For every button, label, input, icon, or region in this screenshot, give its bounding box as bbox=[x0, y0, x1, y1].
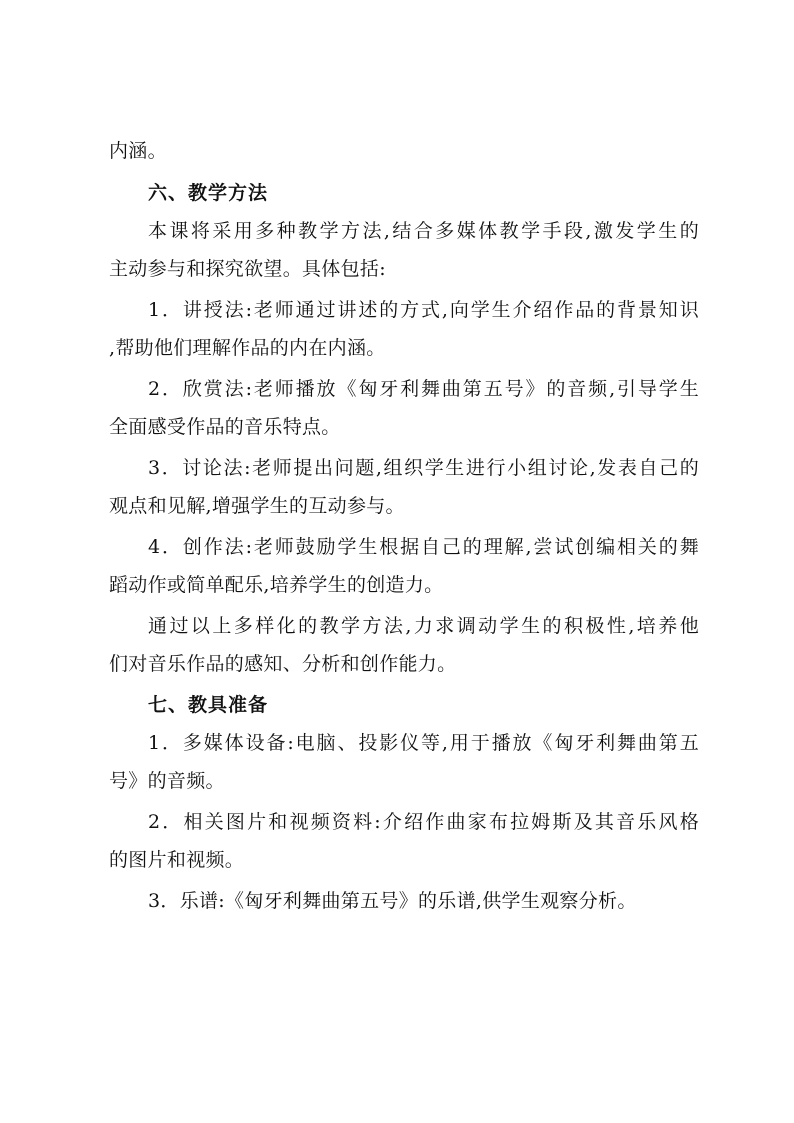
paragraph-line: 本课将采用多种教学方法,结合多媒体教学手段,激发学生的 bbox=[148, 220, 699, 242]
list-item-line: 1．多媒体设备:电脑、投影仪等,用于播放《匈牙利舞曲第五 bbox=[148, 732, 699, 754]
list-item-line: 1．讲授法:老师通过讲述的方式,向学生介绍作品的背景知识 bbox=[148, 299, 699, 321]
list-item-line: 号》的音频。 bbox=[109, 770, 225, 792]
paragraph-line: 内涵。 bbox=[109, 140, 167, 162]
section-heading-teaching-aids: 七、教具准备 bbox=[148, 694, 269, 716]
list-item-line: 2．相关图片和视频资料:介绍作曲家布拉姆斯及其音乐风格 bbox=[148, 811, 699, 833]
list-item-line: 3．讨论法:老师提出问题,组织学生进行小组讨论,发表自己的 bbox=[148, 457, 699, 479]
list-item-line: 观点和见解,增强学生的互动参与。 bbox=[109, 495, 405, 517]
list-item-line: 的图片和视频。 bbox=[109, 849, 245, 871]
paragraph-line: 主动参与和探究欲望。具体包括: bbox=[109, 258, 386, 280]
list-item-line: ,帮助他们理解作品的内在内涵。 bbox=[109, 337, 386, 359]
list-item-line: 蹈动作或简单配乐,培养学生的创造力。 bbox=[109, 574, 444, 596]
list-item-line: 全面感受作品的音乐特点。 bbox=[109, 416, 341, 438]
list-item-line: 3．乐谱:《匈牙利舞曲第五号》的乐谱,供学生观察分析。 bbox=[148, 890, 637, 912]
list-item-line: 4．创作法:老师鼓励学生根据自己的理解,尝试创编相关的舞 bbox=[148, 536, 699, 558]
paragraph-line: 们对音乐作品的感知、分析和创作能力。 bbox=[109, 653, 457, 675]
section-heading-teaching-methods: 六、教学方法 bbox=[148, 182, 269, 204]
paragraph-line: 通过以上多样化的教学方法,力求调动学生的积极性,培养他 bbox=[148, 615, 699, 637]
list-item-line: 2．欣赏法:老师播放《匈牙利舞曲第五号》的音频,引导学生 bbox=[148, 378, 699, 400]
